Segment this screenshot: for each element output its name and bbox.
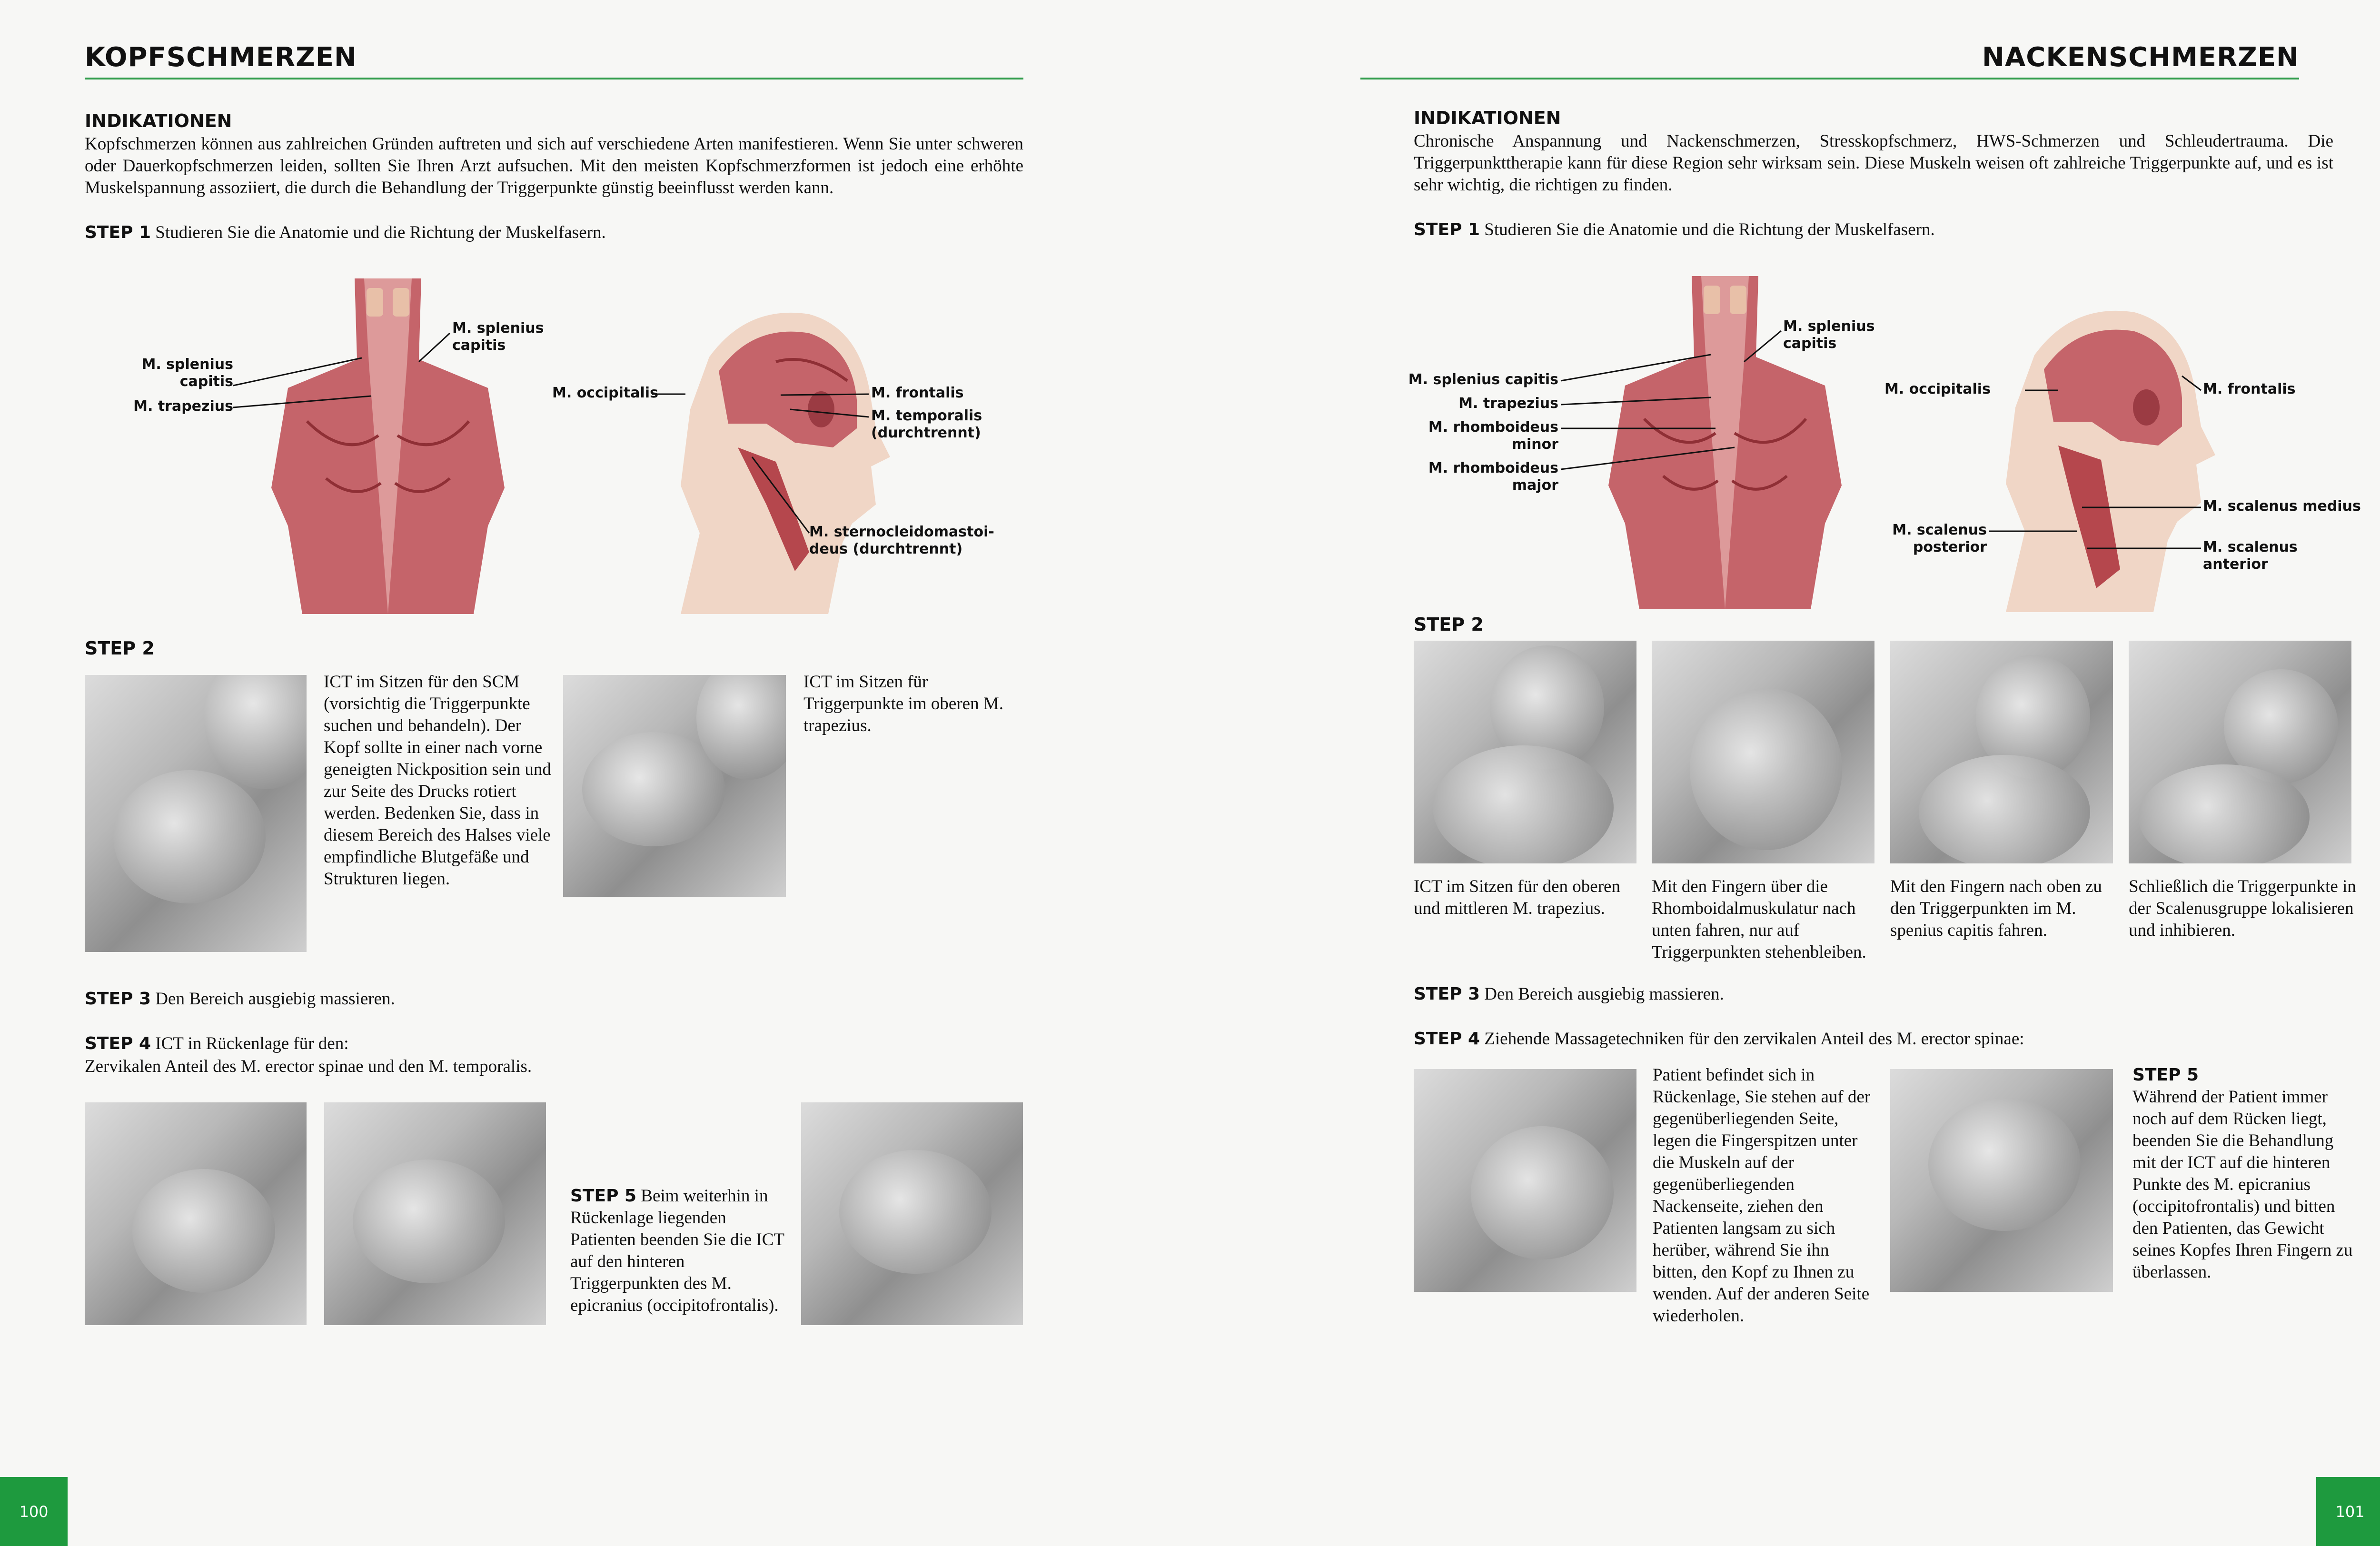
step4-label: STEP 4	[85, 1034, 151, 1053]
label-occipitalis: M. occipitalis	[1884, 381, 1991, 397]
step3-line	[1414, 983, 2318, 1005]
step3-line	[85, 988, 989, 1010]
step5-block	[2132, 1064, 2356, 1283]
step4-text: Ziehende Massagetechniken für den zervikalen Anteil des M. erector spinae:	[1484, 1029, 2024, 1049]
step2-caption-2: Mit den Fingern über die Rhomboidalmuskulatur nach unten fahren, nur auf Triggerpunkten stehenbleiben.	[1652, 877, 1866, 962]
label-back-splenius-left: M. splenius capitis	[141, 356, 233, 390]
label-rhomboideus-major: M. rhomboideus major	[1428, 460, 1558, 494]
photo-trapezius-seated	[1414, 641, 1636, 863]
step2-caption-4: Schließlich die Triggerpunkte in der Scalenusgruppe lokalisieren und inhibieren.	[2129, 877, 2356, 940]
label-frontalis: M. frontalis	[2203, 381, 2296, 397]
step5-label: STEP 5	[570, 1186, 637, 1206]
label-scm: M. sternocleidomastoi- deus (durchtrennt)	[809, 524, 994, 557]
label-rhomboideus-minor: M. rhomboideus minor	[1428, 419, 1558, 453]
photo-supine-temporalis	[324, 1102, 546, 1325]
step3-text: Den Bereich ausgiebig massieren.	[155, 989, 395, 1009]
step2-caption-trapezius: ICT im Sitzen für Triggerpunkte im oberen M. trapezius.	[803, 672, 1003, 735]
photo-supine-epicranius	[801, 1102, 1023, 1325]
step3-text: Den Bereich ausgiebig massieren.	[1484, 984, 1724, 1004]
step4-caption: Patient befindet sich in Rückenlage, Sie stehen auf der gegenüberliegenden Seite, legen die Fingerspitzen unter die Muskeln auf der gegenüberliegenden Nackenseite, ziehen den Patienten langsam zu sich herüber, während Sie ihn bitten, den Kopf zu Ihnen zu wenden. Auf der anderen Seite wiederholen.	[1653, 1065, 1871, 1326]
step4-text-2: Zervikalen Anteil des M. erector spinae und den M. temporalis.	[85, 1057, 532, 1076]
step1-label: STEP 1	[85, 223, 151, 242]
step2-label: STEP 2	[85, 638, 155, 659]
label-back-splenius-right: M. splenius capitis	[1783, 318, 1875, 352]
step1-label: STEP 1	[1414, 220, 1480, 239]
page-title: NACKENSCHMERZEN	[1982, 42, 2299, 73]
photo-trapezius-seated	[563, 675, 786, 897]
indications-heading: INDIKATIONEN	[1414, 108, 1561, 129]
step5-text: Beim weiterhin in Rückenlage liegenden Patienten beenden Sie die ICT auf den hinteren Triggerpunkten des M. epicranius (occipitofrontalis).	[570, 1186, 784, 1315]
label-occipitalis: M. occipitalis	[552, 385, 658, 401]
label-scalenus-anterior: M. scalenus anterior	[2203, 539, 2298, 573]
indications-text: Chronische Anspannung und Nackenschmerzen, Stresskopfschmerz, HWS-Schmerzen und Schleudertrauma. Die Triggerpunkttherapie kann für diese Region sehr wirksam sein. Diese Muskeln weisen oft zahlreiche Triggerpunkte auf, und es ist sehr wichtig, die richtigen zu finden.	[1414, 131, 2333, 195]
photo-supine-erector	[85, 1102, 307, 1325]
label-scalenus-posterior: M. scalenus posterior	[1892, 522, 1987, 555]
step4-line	[85, 1033, 989, 1055]
photo-rhomboid	[1652, 641, 1874, 863]
page-number-right: 101	[2316, 1477, 2380, 1546]
photo-scalenus	[2129, 641, 2351, 863]
page-number-left: 100	[0, 1477, 68, 1546]
step5-label: STEP 5	[2132, 1065, 2199, 1085]
label-frontalis: M. frontalis	[871, 385, 964, 401]
step4-label: STEP 4	[1414, 1029, 1480, 1049]
step1-text: Studieren Sie die Anatomie und die Richtung der Muskelfasern.	[1484, 220, 1935, 239]
photo-supine-epicranius	[1890, 1069, 2113, 1292]
step2-caption-3: Mit den Fingern nach oben zu den Triggerpunkten im M. spenius capitis fahren.	[1890, 877, 2102, 940]
step5-block	[570, 1185, 789, 1317]
label-scalenus-medius: M. scalenus medius	[2203, 498, 2361, 515]
photo-splenius	[1890, 641, 2113, 863]
photo-pulling-massage	[1414, 1069, 1636, 1292]
label-back-trapezius: M. trapezius	[133, 398, 233, 415]
label-back-splenius-left: M. splenius capitis	[1408, 371, 1558, 388]
step3-label: STEP 3	[85, 989, 151, 1009]
step4-text: ICT in Rückenlage für den:	[155, 1034, 349, 1053]
label-back-splenius-right: M. splenius capitis	[452, 320, 544, 354]
indications-heading: INDIKATIONEN	[85, 110, 232, 131]
step2-label: STEP 2	[1414, 614, 1484, 635]
step4-line	[1414, 1028, 2342, 1050]
step5-text: Während der Patient immer noch auf dem Rücken liegt, beenden Sie die Behandlung mit der ICT auf die hinteren Punkte des M. epicranius (occipitofrontalis) und bitten den Patienten, das Gewicht seines Kopfes Ihren Fingern zu überlassen.	[2132, 1087, 2353, 1282]
label-back-trapezius: M. trapezius	[1458, 395, 1558, 412]
page-title: KOPFSCHMERZEN	[85, 42, 357, 73]
label-temporalis: M. temporalis (durchtrennt)	[871, 407, 982, 441]
step2-caption-1: ICT im Sitzen für den oberen und mittleren M. trapezius.	[1414, 877, 1620, 918]
indications-text: Kopfschmerzen können aus zahlreichen Gründen auftreten und sich auf verschiedene Arten manifestieren. Wenn Sie unter schweren oder Dauerkopfschmerzen leiden, sollten Sie Ihren Arzt aufsuchen. Mit den meisten Kopfschmerzformen ist jedoch eine erhöhte Muskelspannung assoziiert, die durch die Behandlung der Triggerpunkte günstig beeinflusst werden kann.	[85, 134, 1023, 198]
step1-text: Studieren Sie die Anatomie und die Richtung der Muskelfasern.	[155, 223, 606, 242]
photo-scm-seated	[85, 675, 307, 952]
step2-caption-scm: ICT im Sitzen für den SCM (vorsichtig die Triggerpunkte suchen und behandeln). Der Kopf sollte in einer nach vorne geneigten Nickposition sein und zur Seite des Drucks rotiert werden. Bedenken Sie, dass in diesem Bereich des Halses viele empfindliche Blutgefäße und Strukturen liegen.	[324, 672, 551, 889]
right-page	[1192, 0, 2380, 1546]
step3-label: STEP 3	[1414, 984, 1480, 1004]
